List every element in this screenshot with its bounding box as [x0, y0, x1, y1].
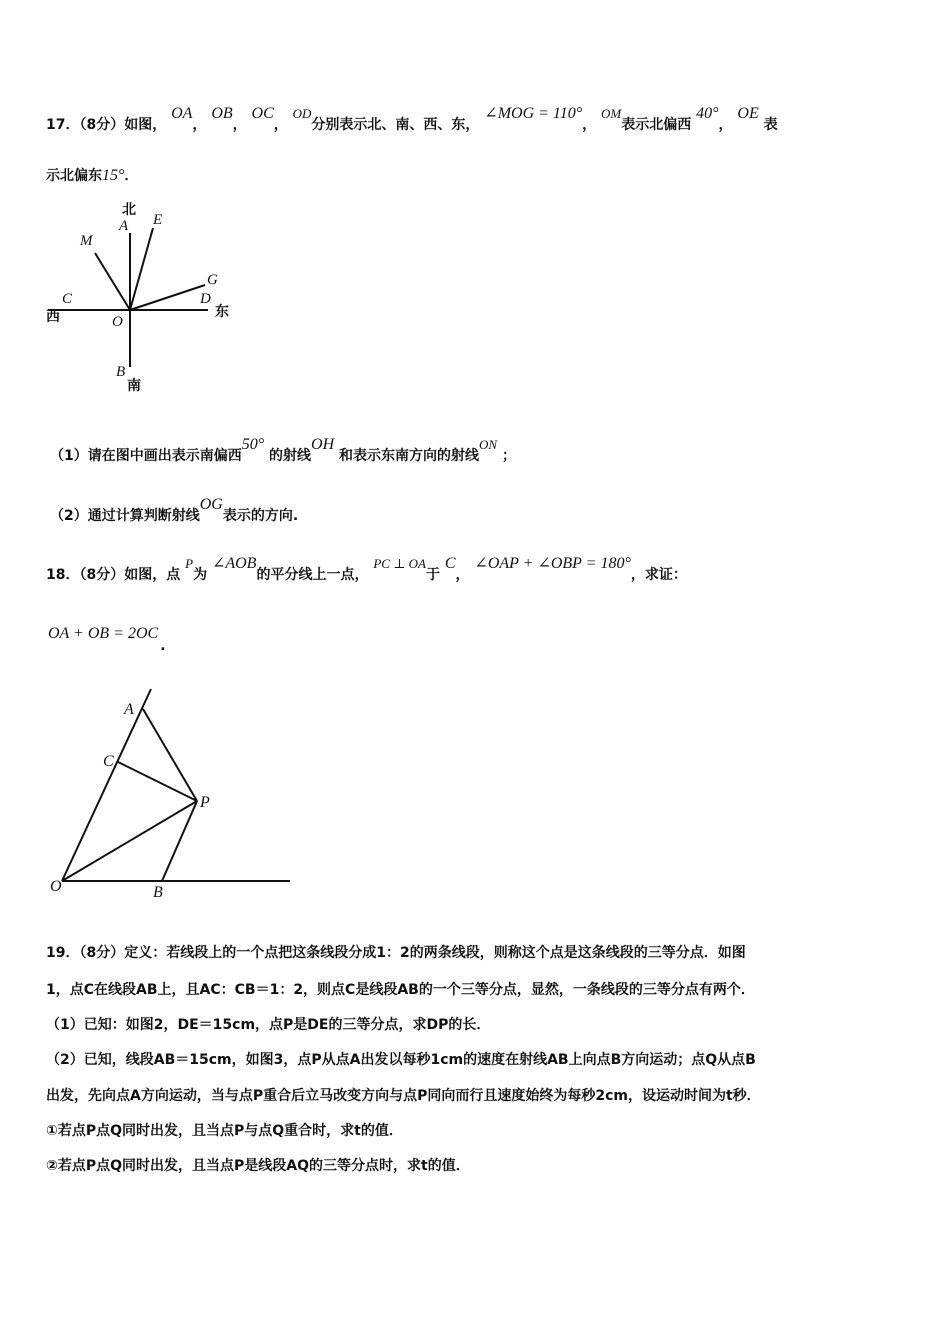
q19-line-5: 出发，先向点A方向运动，当与点P重合后立马改变方向与点P同向而行且速度始终为每秒2cm，设运动时间为t秒． — [46, 1088, 761, 1104]
q17-oc: OC — [251, 105, 274, 122]
q19-line-2: 1，点C在线段AB上，且AC：CB＝1：2，则点C是线段AB的一个三等分点，显然，一条线段的三等分点有两个． — [46, 982, 755, 998]
q17-desc2: 表示北偏西 — [621, 117, 692, 133]
label-b: B — [153, 884, 163, 900]
q18-angle-sum: ∠OAP + ∠OBP = 180° — [474, 555, 631, 572]
label-c: C — [103, 753, 114, 770]
q18-angle-aob: ∠AOB — [211, 555, 257, 572]
q17-line-1: 17．（8分）如图， OA， OB， OC， OD分别表示北、南、西、东， ∠MOG = 110°， OM表示北偏西 40°， OE 表 — [46, 105, 778, 133]
q19-line-3: （1）已知：如图2，DE＝15cm，点P是DE的三等分点，求DP的长． — [46, 1017, 491, 1033]
label-c: C — [62, 291, 73, 307]
q17-compass-figure — [40, 195, 250, 400]
q19-line-1: 19．（8分）定义：若线段上的一个点把这条线段分成1：2的两条线段，则称这个点是这条线段的三等分点．如图 — [46, 945, 746, 961]
label-south: 南 — [127, 378, 141, 394]
label-o: O — [50, 878, 62, 895]
q17-deg15: 15° — [102, 167, 125, 184]
q17-part-1: （1）请在图中画出表示南偏西50° 的射线OH 和表示东南方向的射线ON ； — [50, 436, 516, 464]
q18-pc-oa: PC ⊥ OA — [373, 556, 426, 571]
ray-om — [95, 253, 130, 310]
q18-proof-statement: OA + OB = 2OC. — [48, 625, 166, 654]
q17-od: OD — [292, 106, 312, 121]
q17-desc3: 表 — [763, 117, 778, 133]
label-d: D — [200, 291, 211, 307]
segment-op — [62, 801, 197, 881]
q18-p: P — [185, 556, 194, 571]
label-east: 东 — [215, 304, 229, 320]
q17-score: （8分）如图， — [79, 117, 167, 133]
q17-part-2: （2）通过计算判断射线OG表示的方向. — [50, 496, 299, 524]
q19-line-4: （2）已知，线段AB＝15cm，如图3，点P从点A出发以每秒1cm的速度在射线AB上向点B方向运动；点Q从点B — [46, 1052, 756, 1068]
label-a: A — [124, 701, 134, 718]
ray-oa — [62, 689, 151, 881]
q17-line-2: 示北偏东15°． — [46, 167, 139, 184]
label-a: A — [119, 218, 129, 234]
q17-angle-mog: ∠MOG = 110° — [484, 105, 583, 122]
q19-line-6: ①若点P点Q同时出发，且当点P与点Q重合时，求t的值． — [46, 1123, 403, 1139]
q17-deg40: 40° — [696, 105, 719, 122]
q18-number: 18． — [46, 567, 80, 583]
q19-line-7: ②若点P点Q同时出发，且当点P是线段AQ的三等分点时，求t的值． — [46, 1158, 470, 1174]
label-west: 西 — [46, 309, 60, 325]
q17-og: OG — [199, 496, 223, 513]
label-e: E — [153, 212, 163, 228]
q17-oe: OE — [737, 105, 759, 122]
ray-og — [130, 285, 205, 310]
label-o: O — [112, 314, 123, 330]
q18-c: C — [444, 555, 456, 572]
q17-oh: OH — [311, 436, 335, 453]
q17-om: OM — [601, 106, 622, 121]
q17-desc1: 分别表示北、南、西、东， — [311, 117, 480, 133]
q17-number: 17． — [46, 117, 80, 133]
label-p: P — [200, 794, 210, 811]
label-m: M — [80, 233, 93, 249]
ray-oe — [130, 228, 153, 310]
q17-deg50: 50° — [241, 436, 265, 453]
q18-figure — [40, 680, 300, 900]
q17-on: ON — [479, 437, 498, 452]
q18-line-1: 18．（8分）如图，点 P为 ∠AOB的平分线上一点， PC ⊥ OA于 C， ∠OAP + ∠OBP = 180°，求证： — [46, 555, 687, 583]
segment-bp — [162, 801, 197, 881]
q17-oa: OA — [171, 105, 193, 122]
q17-ob: OB — [211, 105, 233, 122]
label-b: B — [116, 364, 126, 380]
label-g: G — [207, 272, 218, 288]
label-north: 北 — [122, 202, 136, 218]
